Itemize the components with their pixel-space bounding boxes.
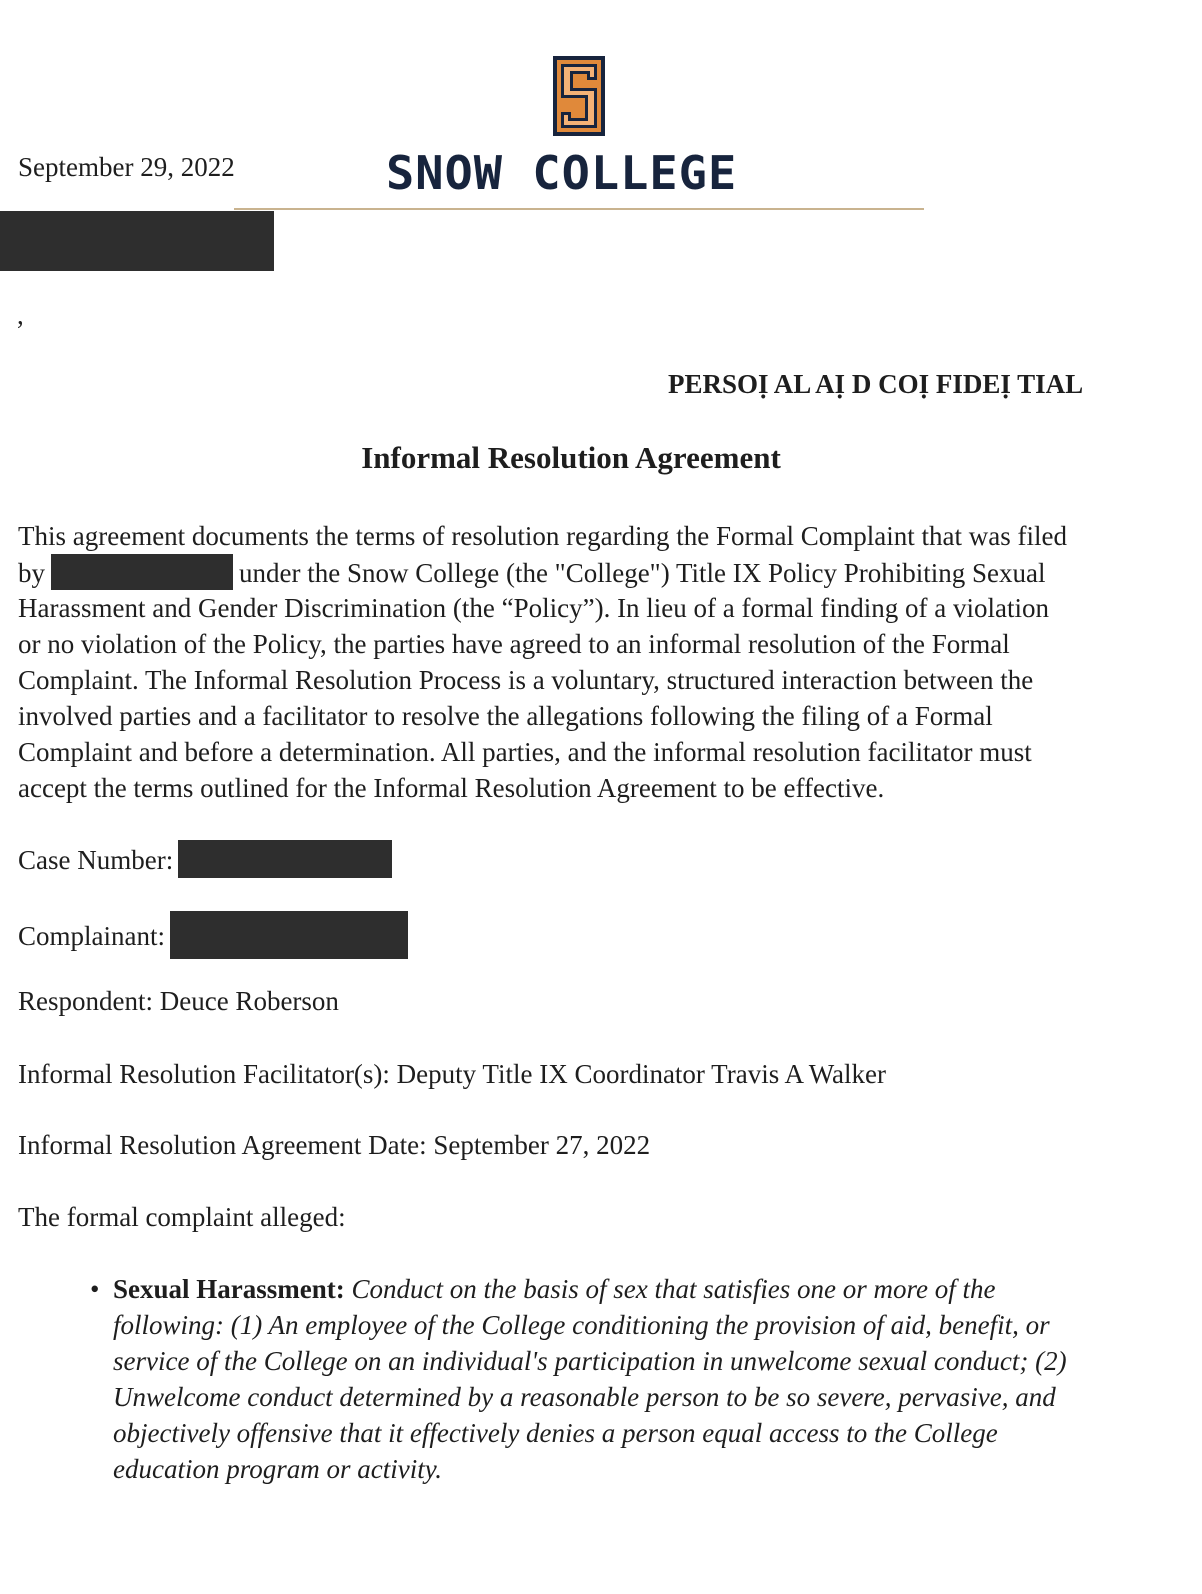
snow-college-wordmark: SNOW COLLEGE (386, 146, 738, 200)
redacted-addressee-block (0, 211, 274, 271)
intro-line-5: Complaint. The Informal Resolution Process is a voluntary, structured interaction between the (18, 665, 1034, 695)
respondent-row: Respondent: Deuce Roberson (18, 986, 339, 1016)
header-rule (234, 208, 924, 210)
facilitator-row: Informal Resolution Facilitator(s): Deputy Title IX Coordinator Travis A Walker (18, 1059, 887, 1089)
bullet-line-2: following: (1) An employee of the College conditioning the provision of aid, benefit, or (113, 1310, 1050, 1340)
intro-line-2 (18, 554, 1045, 591)
snow-college-logo-mark (551, 54, 607, 138)
bullet-line-6: education program or activity. (113, 1454, 442, 1484)
intro-line-1: This agreement documents the terms of resolution regarding the Formal Complaint that was filed (18, 521, 1067, 551)
agreement-date-row: Informal Resolution Agreement Date: September 27, 2022 (18, 1130, 651, 1160)
bullet-line-3: service of the College on an individual's participation in unwelcome sexual conduct; (2) (113, 1346, 1067, 1376)
case-number-label: Case Number: (18, 845, 174, 875)
bullet-line-1 (113, 1271, 995, 1307)
redacted-filer-name (51, 554, 233, 590)
intro-line-8: accept the terms outlined for the Informal Resolution Agreement to be effective. (18, 773, 885, 803)
intro-line-6: involved parties and a facilitator to resolve the allegations following the filing of a Formal (18, 701, 993, 731)
complainant-label: Complainant: (18, 921, 165, 951)
case-number-row (18, 840, 392, 878)
bullet-term: Sexual Harassment: (113, 1274, 345, 1304)
intro-line-7: Complaint and before a determination. All parties, and the informal resolution facilitator must (18, 737, 1032, 767)
intro-line-3: Harassment and Gender Discrimination (the “Policy”). In lieu of a formal finding of a violation (18, 593, 1049, 623)
bullet-line-4: Unwelcome conduct determined by a reasonable person to be so severe, pervasive, and (113, 1382, 1056, 1412)
complainant-row (18, 911, 408, 959)
redacted-case-number (178, 840, 392, 878)
confidential-label: PERSOỊ AL AỊ D COỊ FIDEỊ TIAL (668, 369, 1084, 399)
bullet-line-5: objectively offensive that it effectively denies a person equal access to the College (113, 1418, 998, 1448)
bullet-marker: • (90, 1274, 100, 1304)
letter-date: September 29, 2022 (18, 152, 235, 182)
bullet-line-1-text: Conduct on the basis of sex that satisfies one or more of the (344, 1274, 996, 1304)
intro-line-2-suffix: under the Snow College (the "College") Title IX Policy Prohibiting Sexual (239, 558, 1046, 588)
complaint-alleged-heading: The formal complaint alleged: (18, 1202, 346, 1232)
intro-line-2-prefix: by (18, 558, 45, 588)
salutation-comma: , (17, 300, 24, 330)
redacted-complainant-name (170, 911, 408, 959)
document-title: Informal Resolution Agreement (361, 440, 781, 475)
intro-line-4: or no violation of the Policy, the parties have agreed to an informal resolution of the Formal (18, 629, 1010, 659)
